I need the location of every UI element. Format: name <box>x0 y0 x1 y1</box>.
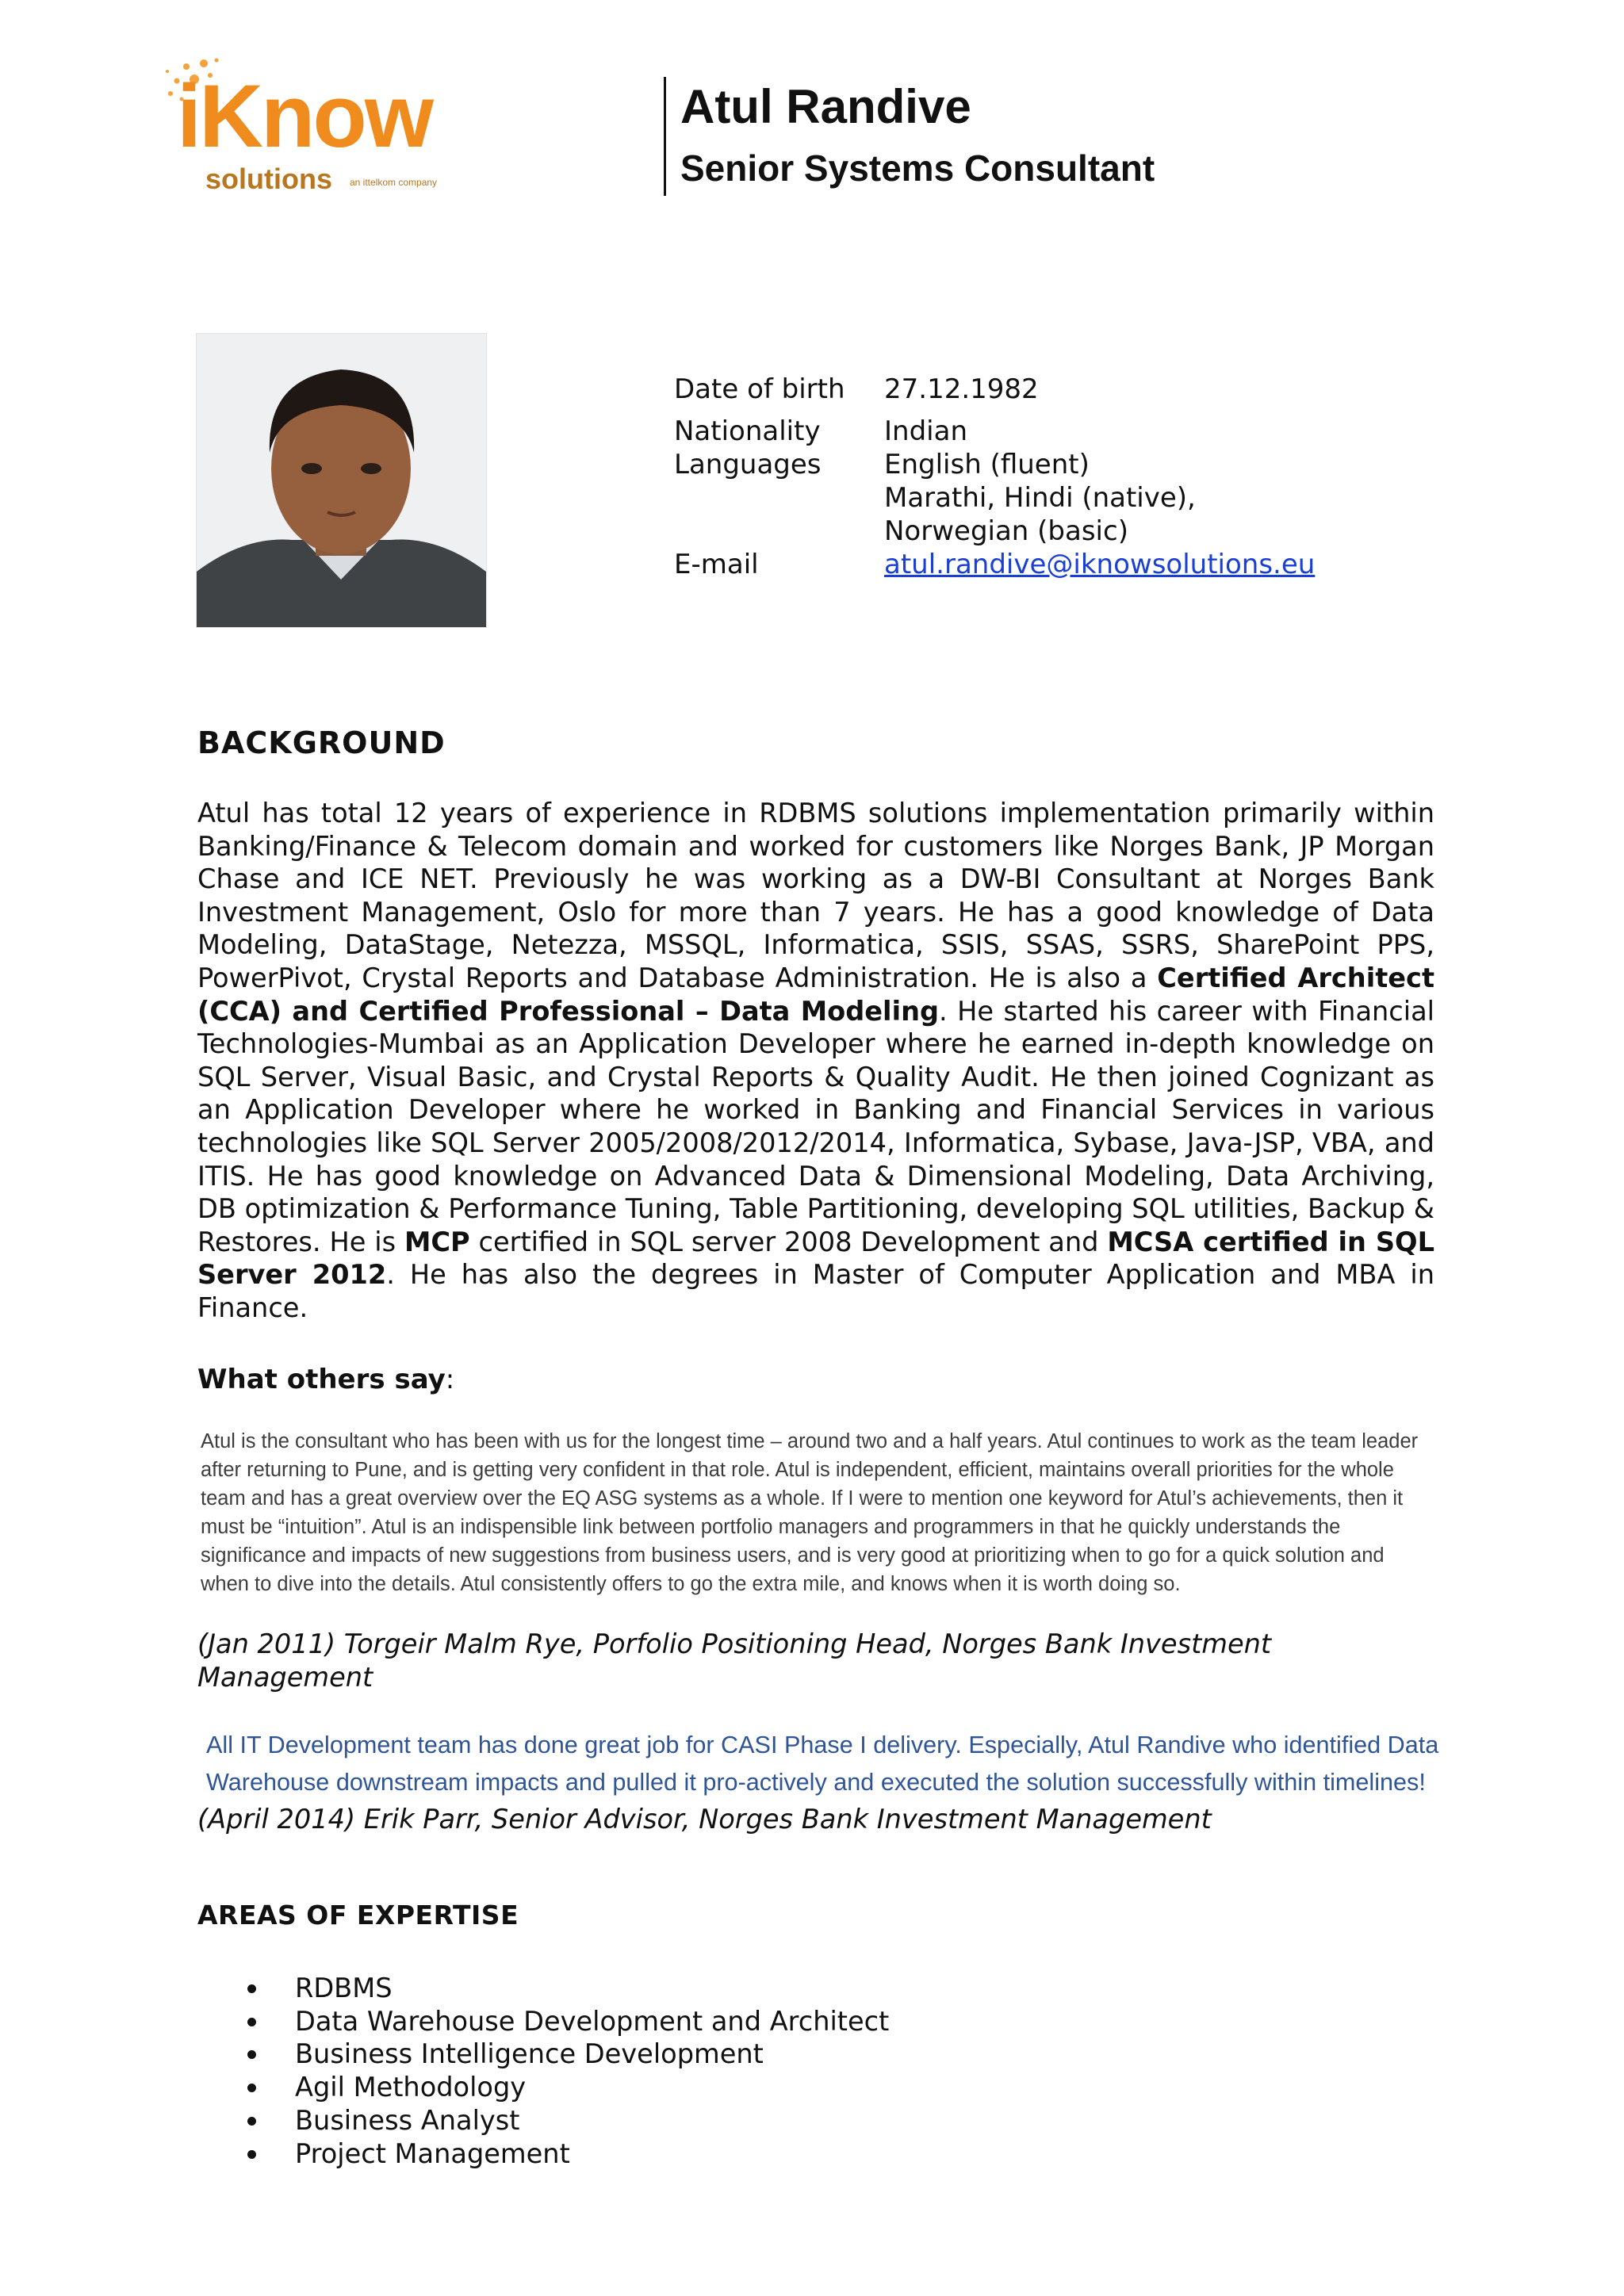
expertise-item: Project Management <box>238 2137 889 2171</box>
expertise-item: RDBMS <box>238 1972 889 2005</box>
languages-label: Languages <box>674 449 822 480</box>
iknow-logo <box>163 55 559 206</box>
personal-details <box>674 373 1546 581</box>
expertise-item: Data Warehouse Development and Architect <box>238 2005 889 2038</box>
expertise-list <box>238 1972 889 2170</box>
expertise-item: Agil Methodology <box>238 2071 889 2104</box>
logo-sub: solutions <box>205 163 332 195</box>
background-bold-3: MCSA certified in SQL Server 2012 <box>197 1226 1434 1291</box>
dob-row <box>674 373 1546 406</box>
language-item: Marathi, Hindi (native), <box>884 482 1196 514</box>
expertise-item: Business Analyst <box>238 2104 889 2137</box>
bullet-icon <box>247 2117 256 2126</box>
background-text-2: . He started his career with Financial Technologies-Mumbai as an Application Developer where he earned in-depth knowledge on SQL Server, Visual Basic, and Crystal Reports & Quality Audit. He then joined Cognizant as an Application Developer where he worked in Banking and Financial Services in various technologies like SQL Server 2005/2008/2012/2014, Informatica, Sybase, Java-JSP, VBA, and ITIS. He has good knowledge on Advanced Data & Dimensional Modeling, Data Archiving, DB optimization & Performance Tuning, Table Partitioning, developing SQL utilities, Backup & Restores. He is <box>197 995 1434 1257</box>
others-heading-colon: : <box>445 1364 455 1395</box>
bullet-icon <box>247 2018 256 2026</box>
background-paragraph <box>197 797 1434 1325</box>
background-text-3: certified in SQL server 2008 Development and <box>469 1226 1108 1257</box>
profile-photo <box>196 333 487 628</box>
background-heading: BACKGROUND <box>197 725 446 760</box>
nationality-value: Indian <box>884 415 967 447</box>
dob-value: 27.12.1982 <box>884 373 1039 405</box>
others-heading <box>197 1364 454 1395</box>
others-heading-text: What others say <box>197 1364 446 1395</box>
logo-tagline: an ittelkom company <box>350 177 438 188</box>
testimonial-quote-1: Atul is the consultant who has been with us for the longest time – around two and a half years. Atul continues to work as the team leader after returning to Pune, and is getting very confident in that role. Atul is independent, efficient, maintains overall priorities for the whole team and has a great overview over the EQ ASG systems as a whole. If I were to mention one keyword for Atul’s achievements, then it must be “intuition”. Atul is an indispensible link between portfolio managers and programmers in that he quickly understands the significance and impacts of new suggestions from business users, and is very good at prioritizing when to go for a quick solution and when to dive into the details. Atul consistently offers to go the extra mile, and knows when it is worth doing so. <box>201 1430 1419 1595</box>
testimonial-quote-2: All IT Development team has done great job for CASI Phase I delivery. Especially, Atul Randive who identified Data Warehouse downstream impacts and pulled it pro-actively and executed the solution successfully within timelines! <box>206 1732 1439 1796</box>
language-item: English (fluent) <box>884 449 1090 480</box>
languages-value <box>884 448 1546 548</box>
background-text-4: . He has also the degrees in Master of Computer Application and MBA in Finance. <box>197 1259 1434 1323</box>
person-title: Senior Systems Consultant <box>680 147 1155 189</box>
bullet-icon <box>247 2084 256 2092</box>
bullet-icon <box>247 1984 256 1993</box>
bullet-icon <box>247 2050 256 2059</box>
dob-label: Date of birth <box>674 373 845 405</box>
logo-wordmark: iKnow <box>177 67 431 166</box>
nationality-label: Nationality <box>674 415 821 447</box>
email-label: E-mail <box>674 549 759 580</box>
expertise-heading: AREAS OF EXPERTISE <box>197 1900 519 1931</box>
testimonial-attribution-1: (Jan 2011) Torgeir Malm Rye, Porfolio Positioning Head, Norges Bank Investment Management <box>197 1628 1272 1693</box>
language-item: Norwegian (basic) <box>884 515 1128 547</box>
email-row <box>674 548 1546 581</box>
expertise-item: Business Intelligence Development <box>238 2038 889 2071</box>
languages-row <box>674 448 1546 548</box>
bullet-icon <box>247 2150 256 2159</box>
nationality-row <box>674 415 1546 448</box>
background-bold-2: MCP <box>404 1226 470 1257</box>
background-text-1: Atul has total 12 years of experience in RDBMS solutions implementation primarily within Banking/Finance & Telecom domain and worked for customers like Norges Bank, JP Morgan Chase and ICE NET. Previously he was working as a DW-BI Consultant at Norges Bank Investment Management, Oslo for more than 7 years. He has a good knowledge of Data Modeling, DataStage, Netezza, MSSQL, Informatica, SSIS, SSAS, SSRS, SharePoint PPS, PowerPivot, Crystal Reports and Database Administration. He is also a <box>197 798 1434 993</box>
background-bold-1: Certified Architect (CCA) and Certified Professional – Data Modeling <box>197 962 1434 1027</box>
person-name: Atul Randive <box>680 80 971 133</box>
testimonial-attribution-2: (April 2014) Erik Parr, Senior Advisor, Norges Bank Investment Management <box>197 1804 1212 1835</box>
email-link[interactable]: atul.randive@iknowsolutions.eu <box>884 549 1316 580</box>
title-divider <box>664 77 666 196</box>
